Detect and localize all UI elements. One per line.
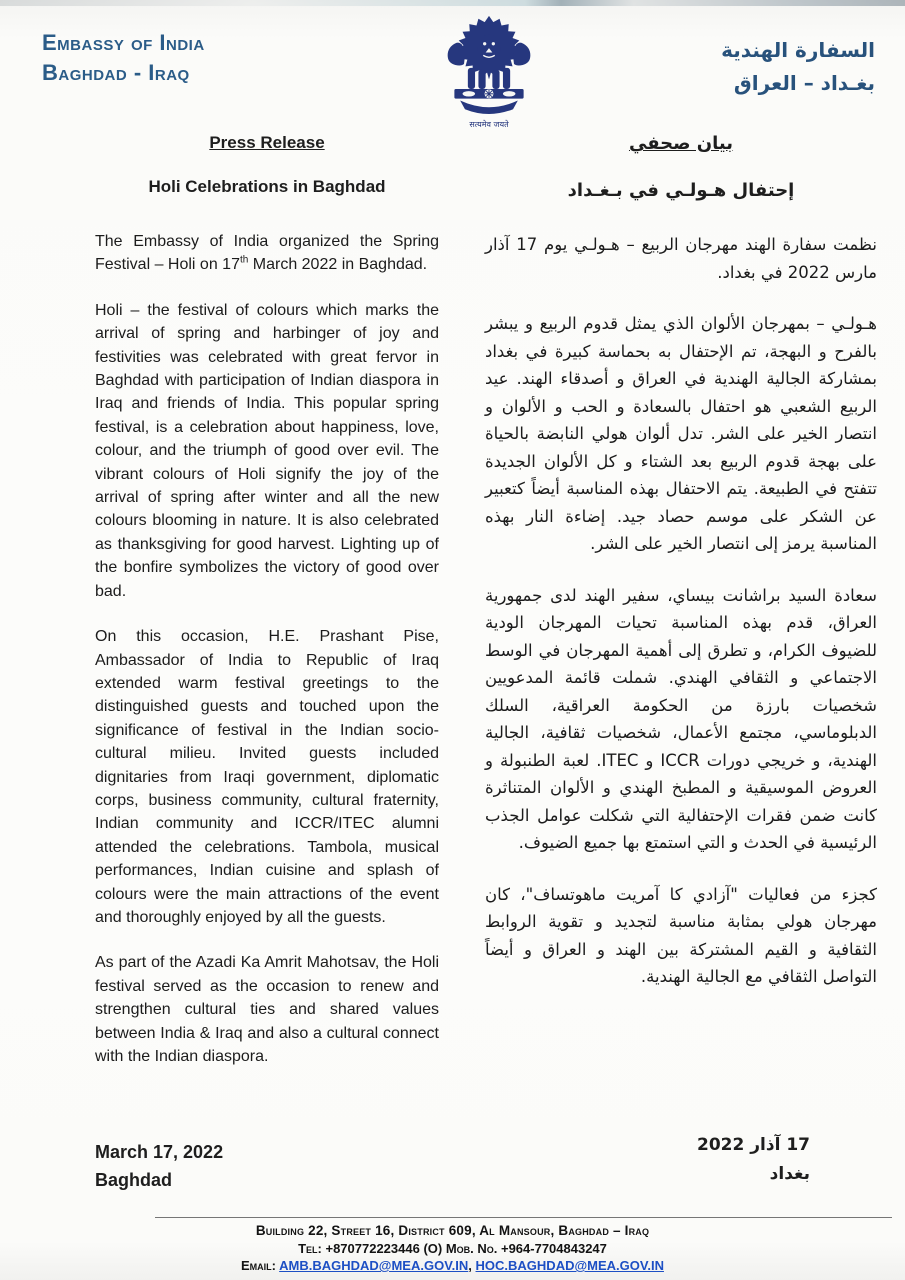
paragraph-en-1 xyxy=(95,230,439,277)
letterhead xyxy=(42,28,875,129)
paragraph-ar-1: نظمت سفارة الهند مهرجان الربيع – هـولـي يوم 17 آذار مارس 2022 في بغداد. xyxy=(485,235,877,282)
press-release-title-ar: بيان صحفي xyxy=(628,133,734,154)
scan-artifact-top xyxy=(0,0,905,6)
email-link-hoc[interactable]: HOC.BAGHDAD@MEA.GOV.IN xyxy=(475,1258,664,1273)
press-release-subtitle-ar: إحتفال هـولـي في بـغـداد xyxy=(567,180,795,201)
press-release-title-en: Press Release xyxy=(209,133,325,152)
english-column xyxy=(95,133,439,1068)
embassy-name-line1: Embassy of India xyxy=(42,30,205,55)
footer-email-label: Email: xyxy=(241,1258,280,1273)
paragraph-ar-2: هـولـي – بمهرجان الألوان الذي يمثل قدوم الربيع و يبشر بالفرح و البهجة، تم الإحتفال به بحماسة كبيرة في بغداد بمشاركة الجالية الهندية في العراق و أصدقاء الهند. عيد الربيع الشعبي هو احتفال بالسعادة و الحب و الألوان و انتصار الخير على الشر. تدل ألوان هولي النابضة بالحياة على بهجة قدوم الربيع بعد الشتاء و كل الألوان الجديدة تتفتح في الطبيعة. يتم الاحتفال بهذه المناسبة أيضاً كتعبير عن الشكر على موسم حصاد جيد. إضاءة النار بهذه المناسبة يرمز إلى انتصار الخير على الشر. xyxy=(485,314,877,553)
arabic-column xyxy=(485,133,877,1068)
paragraph-en-1-end: March 2022 in Baghdad. xyxy=(248,256,428,274)
paragraph-ar-3: سعادة السيد براشانت بيساي، سفير الهند لدى جمهورية العراق، قدم بهذه المناسبة تحيات المهرجان الودية للضيوف الكرام، و تطرق إلى أهمية المهرجان في الوسط الاجتماعي و الثقافي الهندي. شملت قائمة المدعويين شخصيات بارزة من الحكومة العراقية، السلك الدبلوماسي، مجتمع الأعمال، شخصيات ثقافية، الجالية الهندية، و خريجي دورات ICCR و ITEC. لعبة الطنبولة و العروض الموسيقية و المطبخ الهندي و الألوان المتناثرة كانت ضمن فقرات الإحتفالية التي شكلت عوامل الجذب الرئيسية في الحدث و التي استمتع بها جميع الضيوف. xyxy=(485,585,877,852)
footer-email-line xyxy=(0,1257,905,1275)
press-release-subtitle-en: Holi Celebrations in Baghdad xyxy=(148,177,386,196)
ordinal-superscript: th xyxy=(239,255,249,267)
paragraph-en-3: On this occasion, H.E. Prashant Pise, Ambassador of India to Republic of Iraq extended warm festival greetings to the distinguished guests and touched upon the significance of festival in the Indian socio-cultural milieu. Invited guests included dignitaries from Iraqi government, diplomatic corps, business community, cultural fraternity, Indian community and ICCR/ITEC alumni attended the celebrations. Tambola, musical performances, Indian cuisine and splash of colours were the main attractions of the event and thoroughly enjoyed by all the guests. xyxy=(95,628,439,926)
emblem-motto: सत्यमेव जयते xyxy=(469,120,509,129)
embassy-name-line2: Baghdad - Iraq xyxy=(42,60,190,85)
embassy-name-arabic xyxy=(721,34,875,100)
embassy-name-arabic-line2: بغـداد – العراق xyxy=(733,71,875,95)
footer-phone: Tel: +870772223446 (O) Mob. No. +964-7704843247 xyxy=(298,1240,607,1256)
date-block-en xyxy=(95,1138,223,1194)
footer-email-separator: , xyxy=(468,1258,476,1273)
date-line-ar: 17 آذار 2022 xyxy=(696,1135,810,1155)
date-block-ar xyxy=(697,1131,810,1189)
paragraph-ar-4: كجزء من فعاليات "آزادي كا آمريت ماهوتساف"، كان مهرجان هولي بمثابة مناسبة لتجديد و تقوية الروابط الثقافية و القيم المشتركة بين الهند و العراق و أيضاً التواصل الثقافي مع الجالية الهندية. xyxy=(485,884,877,986)
city-line-en: Baghdad xyxy=(95,1170,173,1190)
date-line-en: March 17, 2022 xyxy=(95,1142,224,1162)
footer-address: Building 22, Street 16, District 609, Al Mansour, Baghdad – Iraq xyxy=(255,1223,650,1238)
city-line-ar: بغداد xyxy=(769,1164,810,1184)
footer xyxy=(0,1222,905,1275)
india-state-emblem xyxy=(441,14,537,129)
paragraph-en-1-start: The Embassy of India organized the Spring Festival – Holi on 17 xyxy=(95,233,439,274)
footer-divider xyxy=(155,1217,892,1218)
paragraph-en-4: As part of the Azadi Ka Amrit Mahotsav, the Holi festival served as the occasion to renew and strengthen cultural ties and shared values between India & Iraq and also a cultural connect with the Indian diaspora. xyxy=(95,954,439,1065)
document-body xyxy=(95,133,877,1068)
paragraph-en-2: Holi – the festival of colours which marks the arrival of spring and harbinger of joy and festivities was celebrated with great fervor in Baghdad with participation of Indian diaspora in Iraq and friends of India. This popular spring festival, is a celebration about happiness, love, colour, and the triumph of good over evil. The vibrant colours of Holi signify the joy of the arrival of spring after winter and all the new colours blooming in nature. It is also celebrated as thanksgiving for good harvest. Lighting up of the bonfire symbolizes the victory of good over bad. xyxy=(95,301,439,600)
ashoka-lion-capital-icon xyxy=(441,14,537,114)
email-link-amb[interactable]: AMB.BAGHDAD@MEA.GOV.IN xyxy=(279,1258,469,1273)
embassy-name-arabic-line1: السفارة الهندية xyxy=(721,38,875,62)
